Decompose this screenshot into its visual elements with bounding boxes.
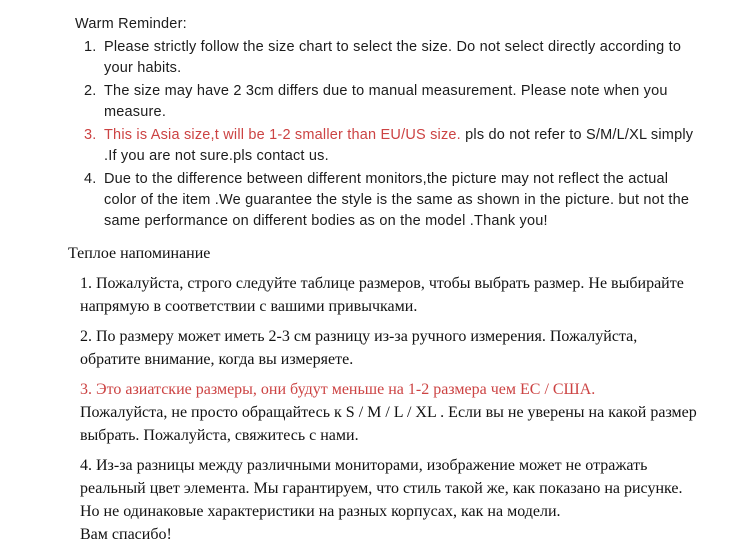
item-number: 4.	[84, 171, 97, 187]
en-reminder-item-2	[66, 81, 694, 123]
item-text: Due to the difference between different monitors,the picture may not reflect the actual color of the item .We guarantee the style is the same as shown in the picture. but not the same performance on different bodies as on the model .Thank you!	[104, 171, 690, 229]
en-reminder-item-4	[66, 169, 694, 232]
item-number: 2.	[84, 83, 97, 99]
ru-paragraph-3	[80, 378, 698, 447]
item-rest-text: pls do not refer to S/M/L/XL simply .If you are not sure.pls contact us.	[104, 127, 694, 164]
ru-paragraph-4	[80, 454, 698, 546]
ru-paragraph-3-text: Пожалуйста, не просто обращайтесь к S / M / L / XL . Если вы не уверены на какой размер выбрать. Пожалуйста, свяжитесь с нами.	[80, 404, 697, 444]
en-reminder-item-3	[66, 125, 694, 167]
ru-paragraph-1: 1. Пожалуйста, строго следуйте таблице размеров, чтобы выбрать размер. Не выбирайте напрямую в соответствии с вашими привычками.	[80, 275, 684, 315]
ru-paragraph-2: 2. По размеру может иметь 2-3 см разницу из-за ручного измерения. Пожалуйста, обратите внимание, когда вы измеряете.	[80, 328, 638, 368]
ru-paragraph-4-text: 4. Из-за разницы между различными мониторами, изображение может не отражать реальный цвет элемента. Мы гарантируем, что стиль такой же, как показано на рисунке. Но не одинаковые характеристики на разных корпусах, как на модели.	[80, 457, 683, 520]
item-number: 1.	[84, 39, 97, 55]
item-red-text: This is Asia size,t will be 1-2 smaller than EU/US size.	[104, 127, 461, 143]
ru-paragraph-3-red-text: 3. Это азиатские размеры, они будут меньше на 1-2 размера чем ЕС / США.	[80, 381, 596, 398]
english-reminder-list	[66, 37, 694, 232]
ru-paragraph-4-thanks: Вам спасибо!	[80, 526, 172, 543]
item-text: The size may have 2 3cm differs due to manual measurement. Please note when you measure.	[104, 83, 668, 120]
english-reminder-title: Warm Reminder:	[75, 16, 187, 32]
en-reminder-item-1	[66, 37, 694, 79]
russian-reminder-title: Теплое напоминание	[68, 245, 211, 262]
russian-reminder-section	[66, 242, 710, 546]
item-text	[104, 125, 694, 167]
item-number: 3.	[84, 127, 97, 143]
english-reminder-section	[66, 14, 710, 232]
item-text: Please strictly follow the size chart to select the size. Do not select directly according to your habits.	[104, 39, 682, 76]
